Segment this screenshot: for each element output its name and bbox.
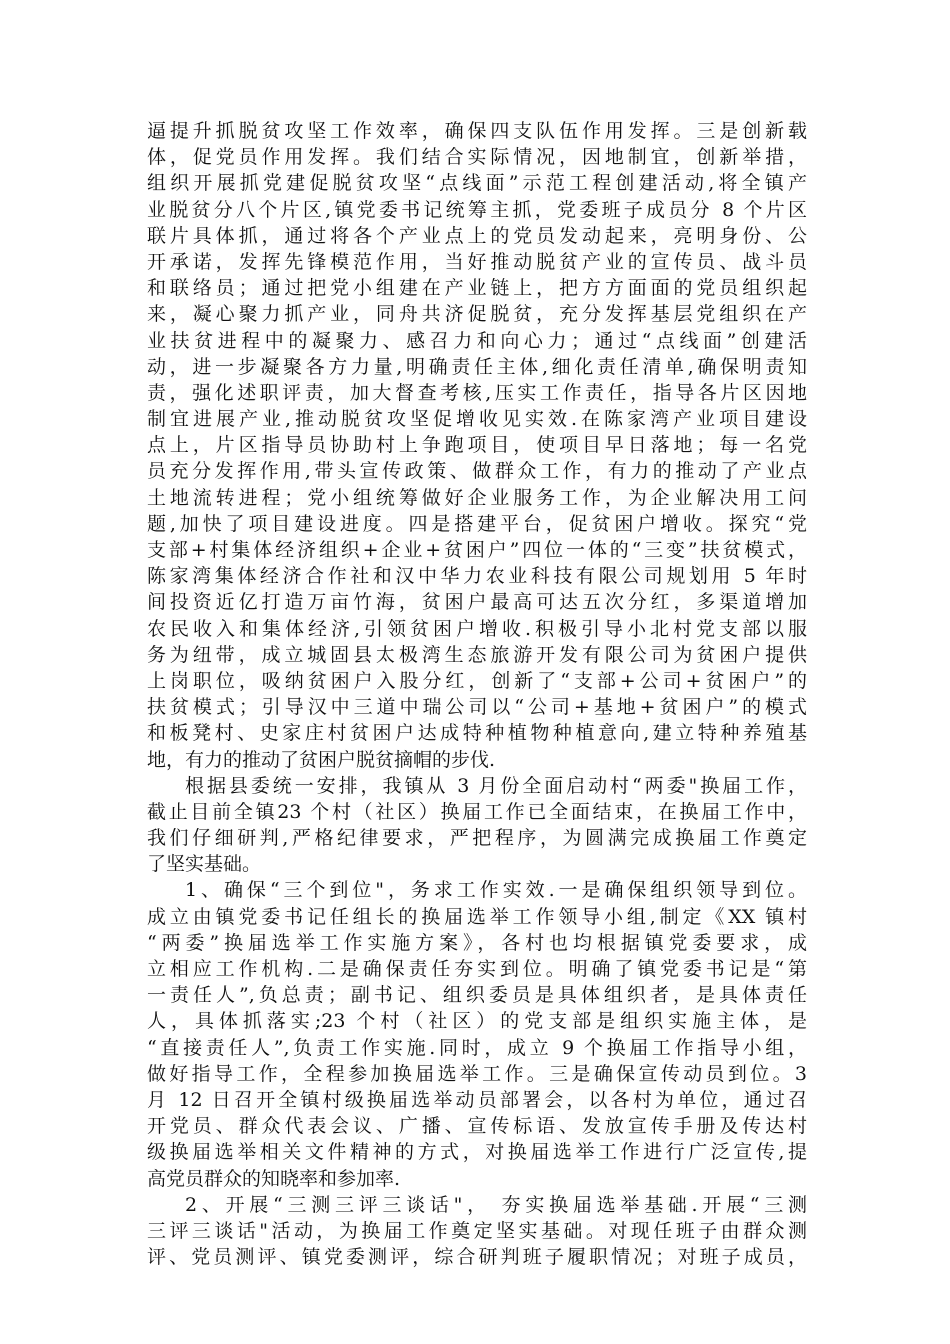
- text-line: 月 12 日召开全镇村级换届选举动员部署会，以各村为单位，通过召: [147, 1088, 807, 1111]
- text-line: 组织开展抓党建促脱贫攻坚“点线面”示范工程创建活动,将全镇产: [147, 172, 807, 195]
- text-line: 上岗职位，吸纳贫困户入股分红，创新了“支部+公司+贫困户”的: [147, 669, 807, 692]
- text-line: 制宜进展产业,推动脱贫攻坚促增收见实效.在陈家湾产业项目建设: [147, 408, 807, 431]
- text-line: 三评三谈话"活动，为换届工作奠定坚实基础。对现任班子由群众测: [147, 1219, 807, 1242]
- text-line: 了坚实基础。: [147, 853, 262, 876]
- text-line: 2、开展“三测三评三谈话"， 夯实换届选举基础.开展“三测: [185, 1193, 807, 1216]
- text-line: 员充分发挥作用,带头宣传政策、做群众工作，有力的推动了产业点: [147, 460, 807, 483]
- text-line: 开承诺，发挥先锋模范作用，当好推动脱贫产业的宣传员、战斗员: [147, 250, 807, 273]
- text-line: 逼提升抓脱贫攻坚工作效率，确保四支队伍作用发挥。三是创新载: [147, 120, 807, 142]
- text-line: 截止目前全镇23 个村（社区）换届工作已全面结束，在换届工作中，: [147, 800, 807, 823]
- text-line: 陈家湾集体经济合作社和汉中华力农业科技有限公司规划用 5 年时: [147, 565, 807, 588]
- text-line: 级换届选举相关文件精神的方式，对换届选举工作进行广泛宣传,提: [147, 1141, 807, 1164]
- text-line: 一责任人”,负总责；副书记、组织委员是具体组织者，是具体责任: [147, 984, 807, 1007]
- text-line: 点上，片区指导员协助村上争跑项目，使项目早日落地；每一名党: [147, 434, 807, 457]
- text-line: 立相应工作机构.二是确保责任夯实到位。明确了镇党委书记是“第: [147, 958, 807, 980]
- text-line: 根据县委统一安排，我镇从 3 月份全面启动村“两委"换届工作，: [185, 774, 807, 797]
- text-line: “两委”换届选举工作实施方案》，各村也均根据镇党委要求，成: [147, 931, 807, 954]
- text-line: 间投资近亿打造万亩竹海，贫困户最高可达五次分红，多渠道增加: [147, 591, 807, 614]
- text-line: 支部+村集体经济组织+企业+贫困户”四位一体的“三变”扶贫模式，: [147, 539, 807, 561]
- text-line: 地，有力的推动了贫困户脱贫摘帽的步伐.: [147, 748, 496, 771]
- text-line: 务为纽带，成立城固县太极湾生态旅游开发有限公司为贫困户提供: [147, 643, 807, 666]
- text-line: 和板凳村、史家庄村贫困户达成特种植物种植意向,建立特种养殖基: [147, 722, 807, 745]
- text-line: 责，强化述职评责，加大督查考核,压实工作责任，指导各片区因地: [147, 381, 807, 404]
- text-line: 开党员、群众代表会议、广播、宣传标语、发放宣传手册及传达村: [147, 1115, 807, 1138]
- text-line: 成立由镇党委书记任组长的换届选举工作领导小组,制定《XX 镇村: [147, 905, 807, 928]
- text-line: 人，具体抓落实;23 个村（社区）的党支部是组织实施主体，是: [147, 1010, 807, 1033]
- text-line: “直接责任人”,负责工作实施.同时，成立 9 个换届工作指导小组，: [147, 1036, 807, 1059]
- text-line: 我们仔细研判,严格纪律要求，严把程序，为圆满完成换届工作奠定: [147, 827, 807, 850]
- text-line: 土地流转进程；党小组统筹做好企业服务工作，为企业解决用工问: [147, 486, 807, 509]
- text-line: 业脱贫分八个片区,镇党委书记统筹主抓，党委班子成员分 8 个片区: [147, 198, 807, 221]
- text-line: 联片具体抓，通过将各个产业点上的党员发动起来，亮明身份、公: [147, 224, 807, 247]
- text-line: 和联络员；通过把党小组建在产业链上，把方方面面的党员组织起: [147, 277, 807, 300]
- text-line: 动，进一步凝聚各方力量,明确责任主体,细化责任清单,确保明责知: [147, 355, 807, 378]
- text-line: 题,加快了项目建设进度。四是搭建平台，促贫困户增收。探究“党: [147, 512, 807, 535]
- text-line: 做好指导工作，全程参加换届选举工作。三是确保宣传动员到位。3: [147, 1062, 807, 1085]
- text-line: 扶贫模式；引导汉中三道中瑞公司以“公司+基地+贫困户”的模式: [147, 696, 807, 719]
- text-line: 来，凝心聚力抓产业，同舟共济促脱贫，充分发挥基层党组织在产: [147, 303, 807, 326]
- text-line: 农民收入和集体经济,引领贫困户增收.积极引导小北村党支部以服: [147, 617, 807, 640]
- text-line: 业扶贫进程中的凝聚力、感召力和向心力；通过“点线面”创建活: [147, 329, 807, 352]
- text-line: 高党员群众的知晓率和参加率.: [147, 1167, 401, 1190]
- text-line: 体，促党员作用发挥。我们结合实际情况，因地制宜，创新举措，: [147, 146, 807, 169]
- text-line: 评、党员测评、镇党委测评，综合研判班子履职情况；对班子成员，: [147, 1246, 807, 1269]
- document-body: [147, 118, 807, 1270]
- text-line: 1、确保“三个到位"，务求工作实效.一是确保组织领导到位。: [185, 879, 807, 902]
